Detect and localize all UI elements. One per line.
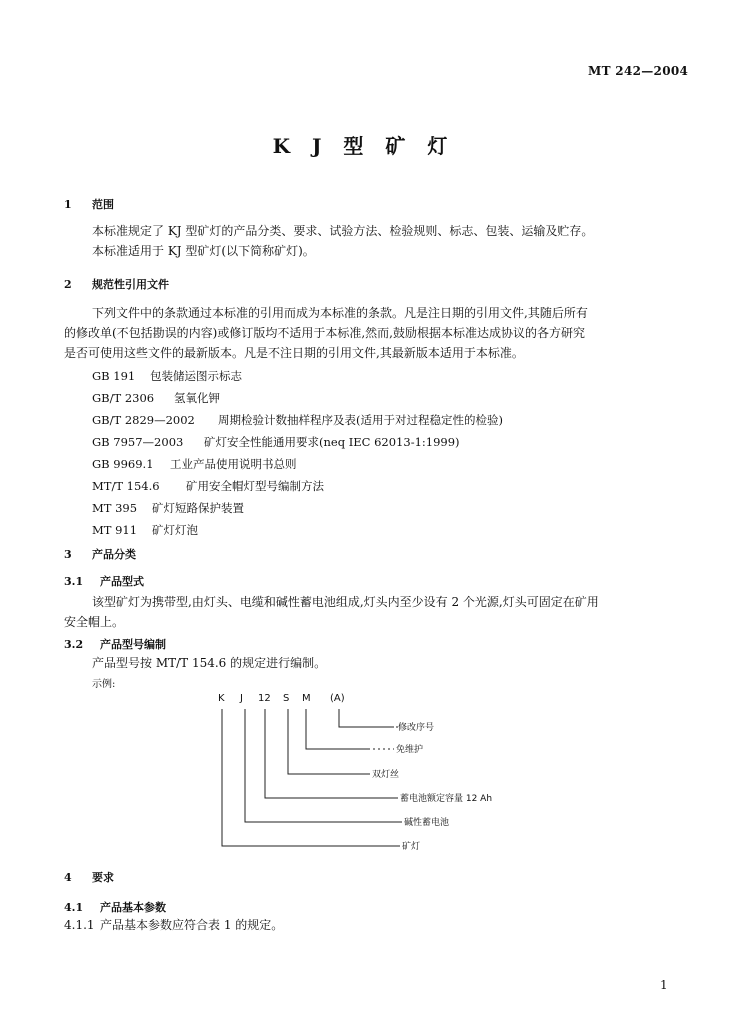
example-label: 示例:	[92, 679, 116, 690]
model-part-m: M	[302, 693, 311, 704]
subsection-title: 产品型式	[100, 575, 144, 588]
section-title: 范围	[92, 198, 114, 211]
leader-line-maintenance-free	[306, 709, 368, 749]
reference-code: MT 911	[92, 523, 138, 537]
paragraph-line: 该型矿灯为携带型,由灯头、电缆和碱性蓄电池组成,灯头内至少设有 2 个光源,灯头可固定在矿用	[92, 595, 599, 609]
reference-code: GB/T 2829—2002	[92, 413, 195, 427]
model-part-revision: (A)	[330, 693, 345, 704]
section-number: 2	[64, 278, 72, 291]
model-part-k: K	[218, 693, 225, 704]
standard-number: MT 242—2004	[588, 64, 689, 78]
clause-number: 4.1.1	[64, 918, 95, 932]
section-number: 1	[64, 198, 72, 211]
section-number: 3	[64, 548, 72, 561]
paragraph: 本标准适用于 KJ 型矿灯(以下简称矿灯)。	[92, 244, 315, 258]
model-label-revision: 修改序号	[398, 723, 435, 733]
section-title: 产品分类	[92, 548, 136, 561]
reference-title: 氢氧化钾	[174, 391, 220, 405]
reference-title: 矿灯灯泡	[152, 523, 198, 537]
model-part-j: J	[240, 693, 243, 704]
subsection-title: 产品型号编制	[100, 638, 166, 651]
reference-title: 矿用安全帽灯型号编制方法	[186, 479, 324, 493]
reference-title: 周期检验计数抽样程序及表(适用于对过程稳定性的检验)	[218, 413, 503, 427]
subsection-number: 3.1	[64, 575, 84, 588]
reference-code: GB 191	[92, 369, 136, 383]
reference-title: 工业产品使用说明书总则	[170, 457, 297, 471]
document-title: KJ型矿灯	[272, 134, 470, 158]
subsection-4-1-heading	[64, 899, 166, 915]
reference-title: 矿灯短路保护装置	[152, 501, 244, 515]
subsection-number: 4.1	[64, 901, 84, 914]
paragraph-line: 的修改单(不包括勘误的内容)或修订版均不适用于本标准,然而,鼓励根据本标准达成协议的各方研究	[64, 326, 585, 340]
page-number: 1	[660, 978, 668, 992]
reference-code: MT 395	[92, 501, 138, 515]
clause-4-1-1	[64, 915, 283, 935]
reference-title: 矿灯安全性能通用要求(neq IEC 62013-1:1999)	[204, 435, 460, 449]
leader-line-alkaline-battery	[245, 709, 402, 822]
paragraph: 本标准规定了 KJ 型矿灯的产品分类、要求、试验方法、检验规则、标志、包装、运输及贮存。	[92, 224, 594, 238]
model-part-s: S	[283, 693, 290, 704]
reference-code: GB 9969.1	[92, 457, 154, 471]
leader-line-capacity	[265, 709, 398, 798]
leader-line-revision	[339, 709, 392, 727]
leader-line-dual-filament	[288, 709, 370, 774]
subsection-title: 产品基本参数	[100, 901, 166, 914]
subsection-number: 3.2	[64, 638, 84, 651]
section-title: 要求	[92, 871, 114, 884]
section-number: 4	[64, 871, 72, 884]
reference-code: MT/T 154.6	[92, 479, 160, 493]
paragraph-line: 下列文件中的条款通过本标准的引用而成为本标准的条款。凡是注日期的引用文件,其随后所有	[92, 306, 588, 320]
model-label-capacity: 蓄电池额定容量 12 Ah	[400, 794, 493, 804]
reference-title: 包装储运图示标志	[150, 369, 242, 383]
model-label-alkaline-battery: 碱性蓄电池	[404, 818, 450, 828]
paragraph: 产品型号按 MT/T 154.6 的规定进行编制。	[92, 656, 327, 670]
model-label-maintenance-free: 免维护	[396, 745, 424, 755]
paragraph-line: 安全帽上。	[64, 615, 125, 629]
model-label-dual-filament: 双灯丝	[372, 770, 400, 780]
section-title: 规范性引用文件	[92, 278, 169, 291]
reference-code: GB/T 2306	[92, 391, 155, 405]
model-label-cap-lamp: 矿灯	[402, 842, 421, 852]
clause-text: 产品基本参数应符合表 1 的规定。	[100, 918, 284, 932]
section-4-heading	[64, 869, 114, 885]
model-part-capacity: 12	[258, 693, 271, 704]
paragraph-line: 是否可使用这些文件的最新版本。凡是不注日期的引用文件,其最新版本适用于本标准。	[64, 346, 524, 360]
reference-code: GB 7957—2003	[92, 435, 184, 449]
